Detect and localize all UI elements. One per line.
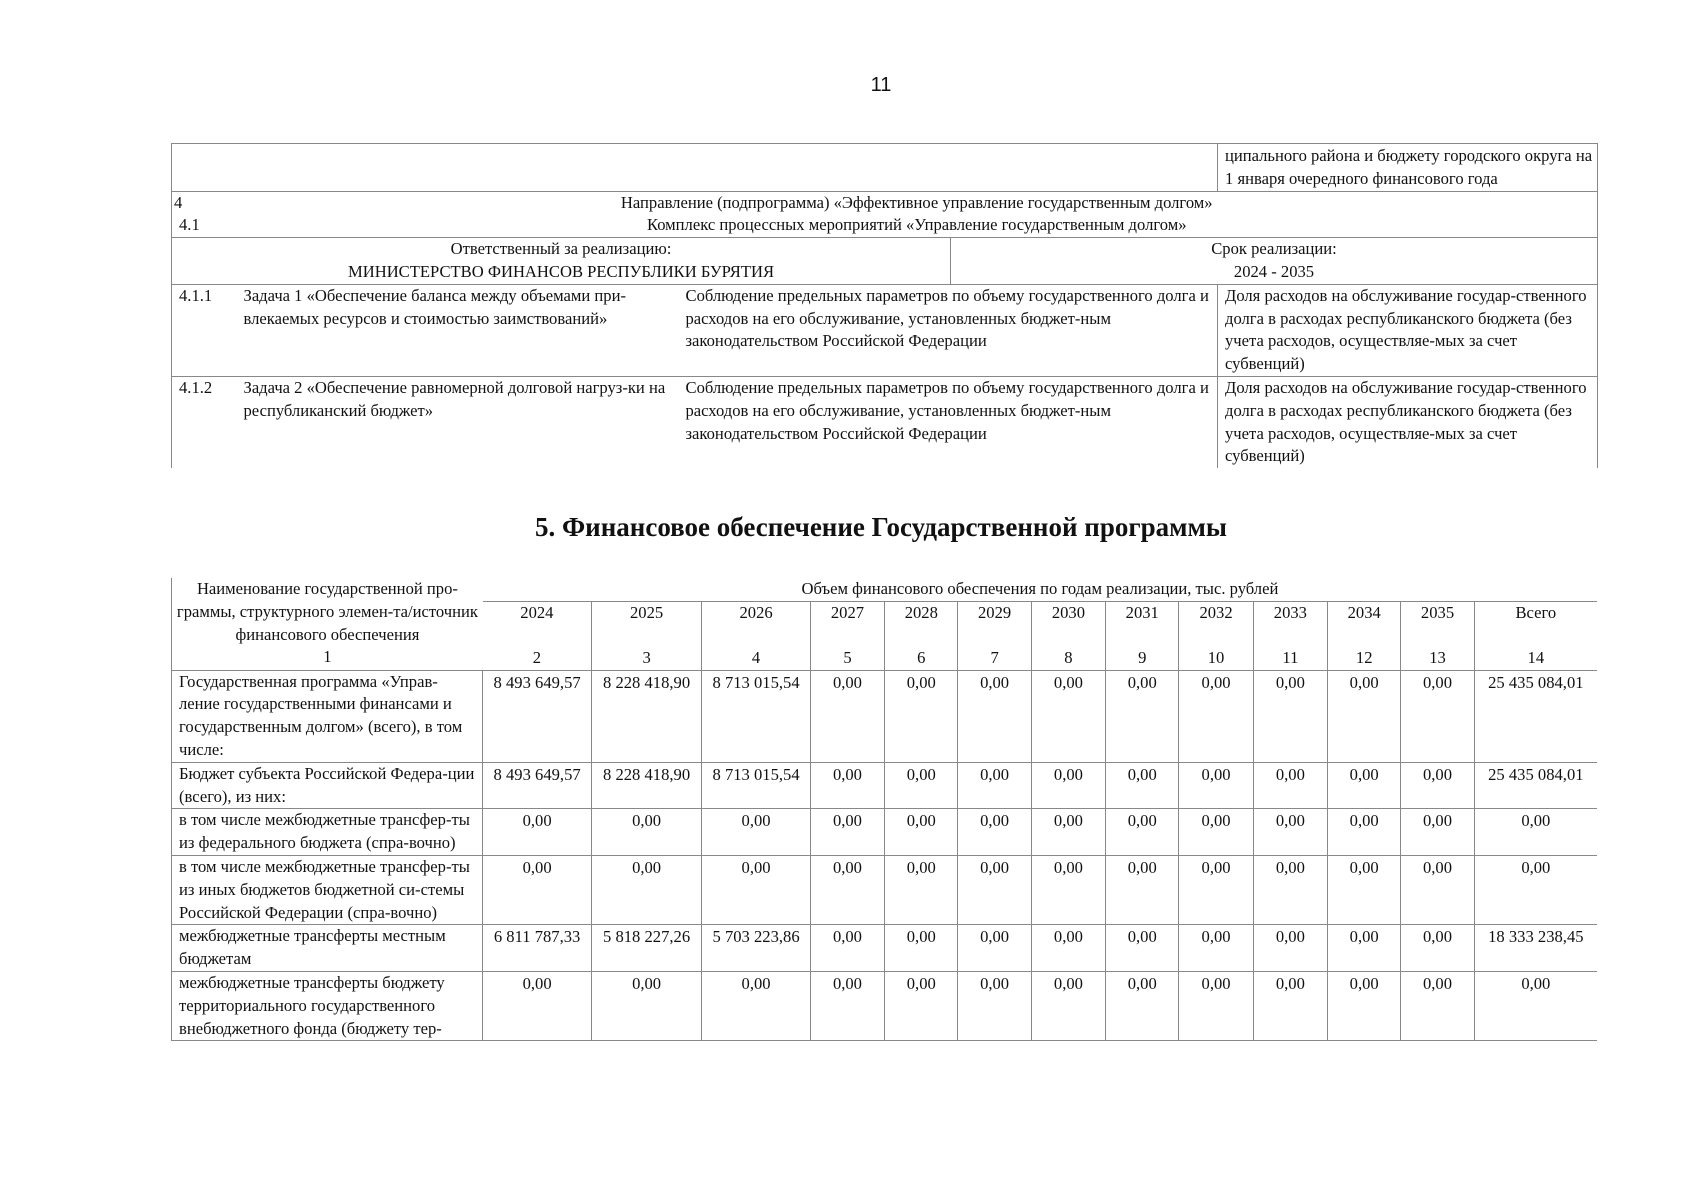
value-cell: 0,00 bbox=[1106, 925, 1179, 972]
value-cell: 0,00 bbox=[1253, 855, 1327, 924]
year-header: 2033 bbox=[1253, 601, 1327, 647]
value-cell: 8 713 015,54 bbox=[702, 670, 810, 762]
task-effect: Соблюдение предельных параметров по объему государственного долга и расходов на его обслуживание, установленных бюджет-ным законодательством Российской Федерации bbox=[679, 376, 1218, 468]
row-name: межбюджетные трансферты местным бюджетам bbox=[172, 925, 483, 972]
value-cell: 0,00 bbox=[885, 855, 958, 924]
column-number: 13 bbox=[1401, 647, 1474, 670]
responsible-cell bbox=[172, 238, 951, 285]
value-cell: 0,00 bbox=[1401, 762, 1474, 809]
value-cell: 0,00 bbox=[1179, 925, 1253, 972]
value-cell: 0,00 bbox=[1401, 670, 1474, 762]
value-cell: 0,00 bbox=[885, 809, 958, 856]
task-number: 4.1.1 bbox=[172, 284, 237, 376]
section-title: 5. Финансовое обеспечение Государственной программы bbox=[534, 512, 1228, 542]
task-text: Задача 1 «Обеспечение баланса между объемами при-влекаемых ресурсов и стоимостью заимствований» bbox=[237, 284, 679, 376]
continuation-row bbox=[172, 144, 1598, 192]
value-cell: 0,00 bbox=[1106, 670, 1179, 762]
value-cell: 8 493 649,57 bbox=[483, 762, 591, 809]
row-name: в том числе межбюджетные трансфер-ты из федерального бюджета (спра-вочно) bbox=[172, 809, 483, 856]
finance-table bbox=[171, 578, 1597, 1041]
value-cell: 0,00 bbox=[591, 855, 701, 924]
value-cell: 8 228 418,90 bbox=[591, 670, 701, 762]
column-number: 10 bbox=[1179, 647, 1253, 670]
task-effect: Соблюдение предельных параметров по объему государственного долга и расходов на его обслуживание, установленных бюджет-ным законодательством Российской Федерации bbox=[679, 284, 1218, 376]
term-label: Срок реализации: bbox=[1211, 239, 1337, 259]
column-number: 12 bbox=[1328, 647, 1401, 670]
value-cell: 0,00 bbox=[810, 809, 884, 856]
year-header: 2031 bbox=[1106, 601, 1179, 647]
value-cell: 0,00 bbox=[1106, 855, 1179, 924]
value-cell: 0,00 bbox=[1253, 670, 1327, 762]
column-number: 3 bbox=[591, 647, 701, 670]
value-cell: 0,00 bbox=[1031, 925, 1105, 972]
direction-number: 4 bbox=[172, 191, 237, 214]
column-number: 7 bbox=[958, 647, 1031, 670]
finance-table-body bbox=[172, 578, 1598, 1041]
value-cell: 8 228 418,90 bbox=[591, 762, 701, 809]
value-cell: 25 435 084,01 bbox=[1474, 762, 1597, 809]
year-header: 2035 bbox=[1401, 601, 1474, 647]
value-cell: 0,00 bbox=[810, 925, 884, 972]
column-number: 5 bbox=[810, 647, 884, 670]
value-cell: 0,00 bbox=[885, 925, 958, 972]
value-cell: 0,00 bbox=[958, 762, 1031, 809]
direction-row bbox=[172, 191, 1598, 214]
table-row bbox=[172, 925, 1598, 972]
value-cell: 8 713 015,54 bbox=[702, 762, 810, 809]
table-row bbox=[172, 855, 1598, 924]
value-cell: 0,00 bbox=[591, 971, 701, 1040]
year-header: 2026 bbox=[702, 601, 810, 647]
value-cell: 0,00 bbox=[1031, 762, 1105, 809]
year-header: 2030 bbox=[1031, 601, 1105, 647]
value-cell: 0,00 bbox=[958, 971, 1031, 1040]
row-name: в том числе межбюджетные трансфер-ты из иных бюджетов бюджетной си-стемы Российской Федерации (спра-вочно) bbox=[172, 855, 483, 924]
value-cell: 0,00 bbox=[702, 809, 810, 856]
value-cell: 0,00 bbox=[958, 809, 1031, 856]
term-cell bbox=[951, 238, 1598, 285]
task-number: 4.1.2 bbox=[172, 376, 237, 468]
value-cell: 0,00 bbox=[1031, 971, 1105, 1040]
value-cell: 0,00 bbox=[1179, 809, 1253, 856]
table-row bbox=[172, 971, 1598, 1040]
value-cell: 0,00 bbox=[958, 925, 1031, 972]
value-cell: 0,00 bbox=[1474, 809, 1597, 856]
value-cell: 0,00 bbox=[885, 670, 958, 762]
value-cell: 0,00 bbox=[1106, 971, 1179, 1040]
value-cell: 0,00 bbox=[1328, 809, 1401, 856]
direction-title: Направление (подпрограмма) «Эффективное управление государственным долгом» bbox=[237, 191, 1598, 214]
value-cell: 6 811 787,33 bbox=[483, 925, 591, 972]
row-name: межбюджетные трансферты бюджету территориального государственного внебюджетного фонда (бюджету тер- bbox=[172, 971, 483, 1040]
value-cell: 0,00 bbox=[483, 809, 591, 856]
value-cell: 0,00 bbox=[1401, 855, 1474, 924]
task-indicator: Доля расходов на обслуживание государ-ственного долга в расходах республиканского бюджета (без учета расходов, осуществляе-мых за счет субвенций) bbox=[1218, 284, 1598, 376]
value-cell: 0,00 bbox=[1106, 762, 1179, 809]
year-header: 2028 bbox=[885, 601, 958, 647]
task-indicator: Доля расходов на обслуживание государ-ственного долга в расходах республиканского бюджета (без учета расходов, осуществляе-мых за счет субвенций) bbox=[1218, 376, 1598, 468]
continuation-text: ципального района и бюджету городского округа на 1 января очередного финансового года bbox=[1218, 144, 1598, 192]
responsible-label: Ответственный за реализацию: bbox=[450, 239, 672, 259]
header-row bbox=[172, 578, 1598, 601]
value-cell: 0,00 bbox=[1401, 971, 1474, 1040]
value-cell: 0,00 bbox=[1179, 670, 1253, 762]
row-name: Бюджет субъекта Российской Федера-ции (всего), из них: bbox=[172, 762, 483, 809]
value-cell: 0,00 bbox=[810, 670, 884, 762]
table-row bbox=[172, 762, 1598, 809]
table-row bbox=[172, 809, 1598, 856]
complex-number: 4.1 bbox=[172, 214, 237, 237]
year-header: 2024 bbox=[520, 602, 554, 622]
value-cell: 0,00 bbox=[1179, 855, 1253, 924]
column-number: 6 bbox=[885, 647, 958, 670]
value-cell: 0,00 bbox=[1474, 971, 1597, 1040]
column-number: 9 bbox=[1106, 647, 1179, 670]
year-header: 2025 bbox=[591, 601, 701, 647]
value-cell: 0,00 bbox=[1253, 971, 1327, 1040]
structural-elements-table bbox=[171, 143, 1598, 468]
value-cell: 5 703 223,86 bbox=[702, 925, 810, 972]
value-cell: 0,00 bbox=[958, 670, 1031, 762]
column-number: 11 bbox=[1253, 647, 1327, 670]
value-cell: 8 493 649,57 bbox=[483, 670, 591, 762]
year-header: 2027 bbox=[810, 601, 884, 647]
value-cell: 0,00 bbox=[1031, 855, 1105, 924]
year-header: Всего bbox=[1474, 601, 1597, 647]
name-column-header bbox=[172, 578, 483, 670]
value-cell: 0,00 bbox=[1253, 809, 1327, 856]
column-number: 8 bbox=[1031, 647, 1105, 670]
name-column-header-text: Наименование государственной про-граммы, структурного элемен-та/источник финансового обеспечения bbox=[176, 579, 478, 644]
task-row bbox=[172, 284, 1598, 376]
value-cell: 0,00 bbox=[1253, 925, 1327, 972]
value-cell: 0,00 bbox=[1253, 762, 1327, 809]
value-cell: 0,00 bbox=[1474, 855, 1597, 924]
complex-row bbox=[172, 214, 1598, 237]
responsible-value: МИНИСТЕРСТВО ФИНАНСОВ РЕСПУБЛИКИ БУРЯТИЯ bbox=[347, 261, 775, 281]
value-cell: 0,00 bbox=[1031, 809, 1105, 856]
value-cell: 0,00 bbox=[1328, 670, 1401, 762]
value-cell: 25 435 084,01 bbox=[1474, 670, 1597, 762]
value-cell: 0,00 bbox=[885, 762, 958, 809]
value-cell: 0,00 bbox=[591, 809, 701, 856]
value-cell: 0,00 bbox=[810, 762, 884, 809]
value-cell: 0,00 bbox=[1328, 855, 1401, 924]
responsible-row bbox=[172, 238, 1598, 285]
value-cell: 0,00 bbox=[702, 855, 810, 924]
value-cell: 0,00 bbox=[483, 971, 591, 1040]
term-value: 2024 - 2035 bbox=[1233, 261, 1315, 281]
value-cell: 0,00 bbox=[810, 971, 884, 1040]
value-cell: 0,00 bbox=[1401, 925, 1474, 972]
value-cell: 5 818 227,26 bbox=[591, 925, 701, 972]
row-name: Государственная программа «Управ-ление государственными финансами и государственным долгом» (всего), в том числе: bbox=[172, 670, 483, 762]
year-header: 2029 bbox=[958, 601, 1031, 647]
volume-header: Объем финансового обеспечения по годам реализации, тыс. рублей bbox=[483, 578, 1597, 601]
value-cell: 0,00 bbox=[1179, 762, 1253, 809]
table-row bbox=[172, 670, 1598, 762]
value-cell: 0,00 bbox=[483, 855, 591, 924]
value-cell: 0,00 bbox=[958, 855, 1031, 924]
value-cell: 0,00 bbox=[1031, 670, 1105, 762]
complex-title: Комплекс процессных мероприятий «Управление государственным долгом» bbox=[237, 214, 1598, 237]
value-cell: 0,00 bbox=[1328, 762, 1401, 809]
value-cell: 0,00 bbox=[1106, 809, 1179, 856]
value-cell: 0,00 bbox=[1328, 925, 1401, 972]
task-text: Задача 2 «Обеспечение равномерной долговой нагруз-ки на республиканский бюджет» bbox=[237, 376, 679, 468]
column-number: 4 bbox=[702, 647, 810, 670]
column-number: 2 bbox=[483, 647, 591, 670]
column-number: 14 bbox=[1474, 647, 1597, 670]
value-cell: 0,00 bbox=[1401, 809, 1474, 856]
value-cell: 0,00 bbox=[810, 855, 884, 924]
value-cell: 18 333 238,45 bbox=[1474, 925, 1597, 972]
task-row bbox=[172, 376, 1598, 468]
year-header: 2034 bbox=[1328, 601, 1401, 647]
value-cell: 0,00 bbox=[885, 971, 958, 1040]
value-cell: 0,00 bbox=[1328, 971, 1401, 1040]
value-cell: 0,00 bbox=[1179, 971, 1253, 1040]
value-cell: 0,00 bbox=[702, 971, 810, 1040]
page-number: 11 bbox=[870, 74, 892, 96]
year-header: 2032 bbox=[1179, 601, 1253, 647]
column-number: 1 bbox=[323, 647, 332, 667]
